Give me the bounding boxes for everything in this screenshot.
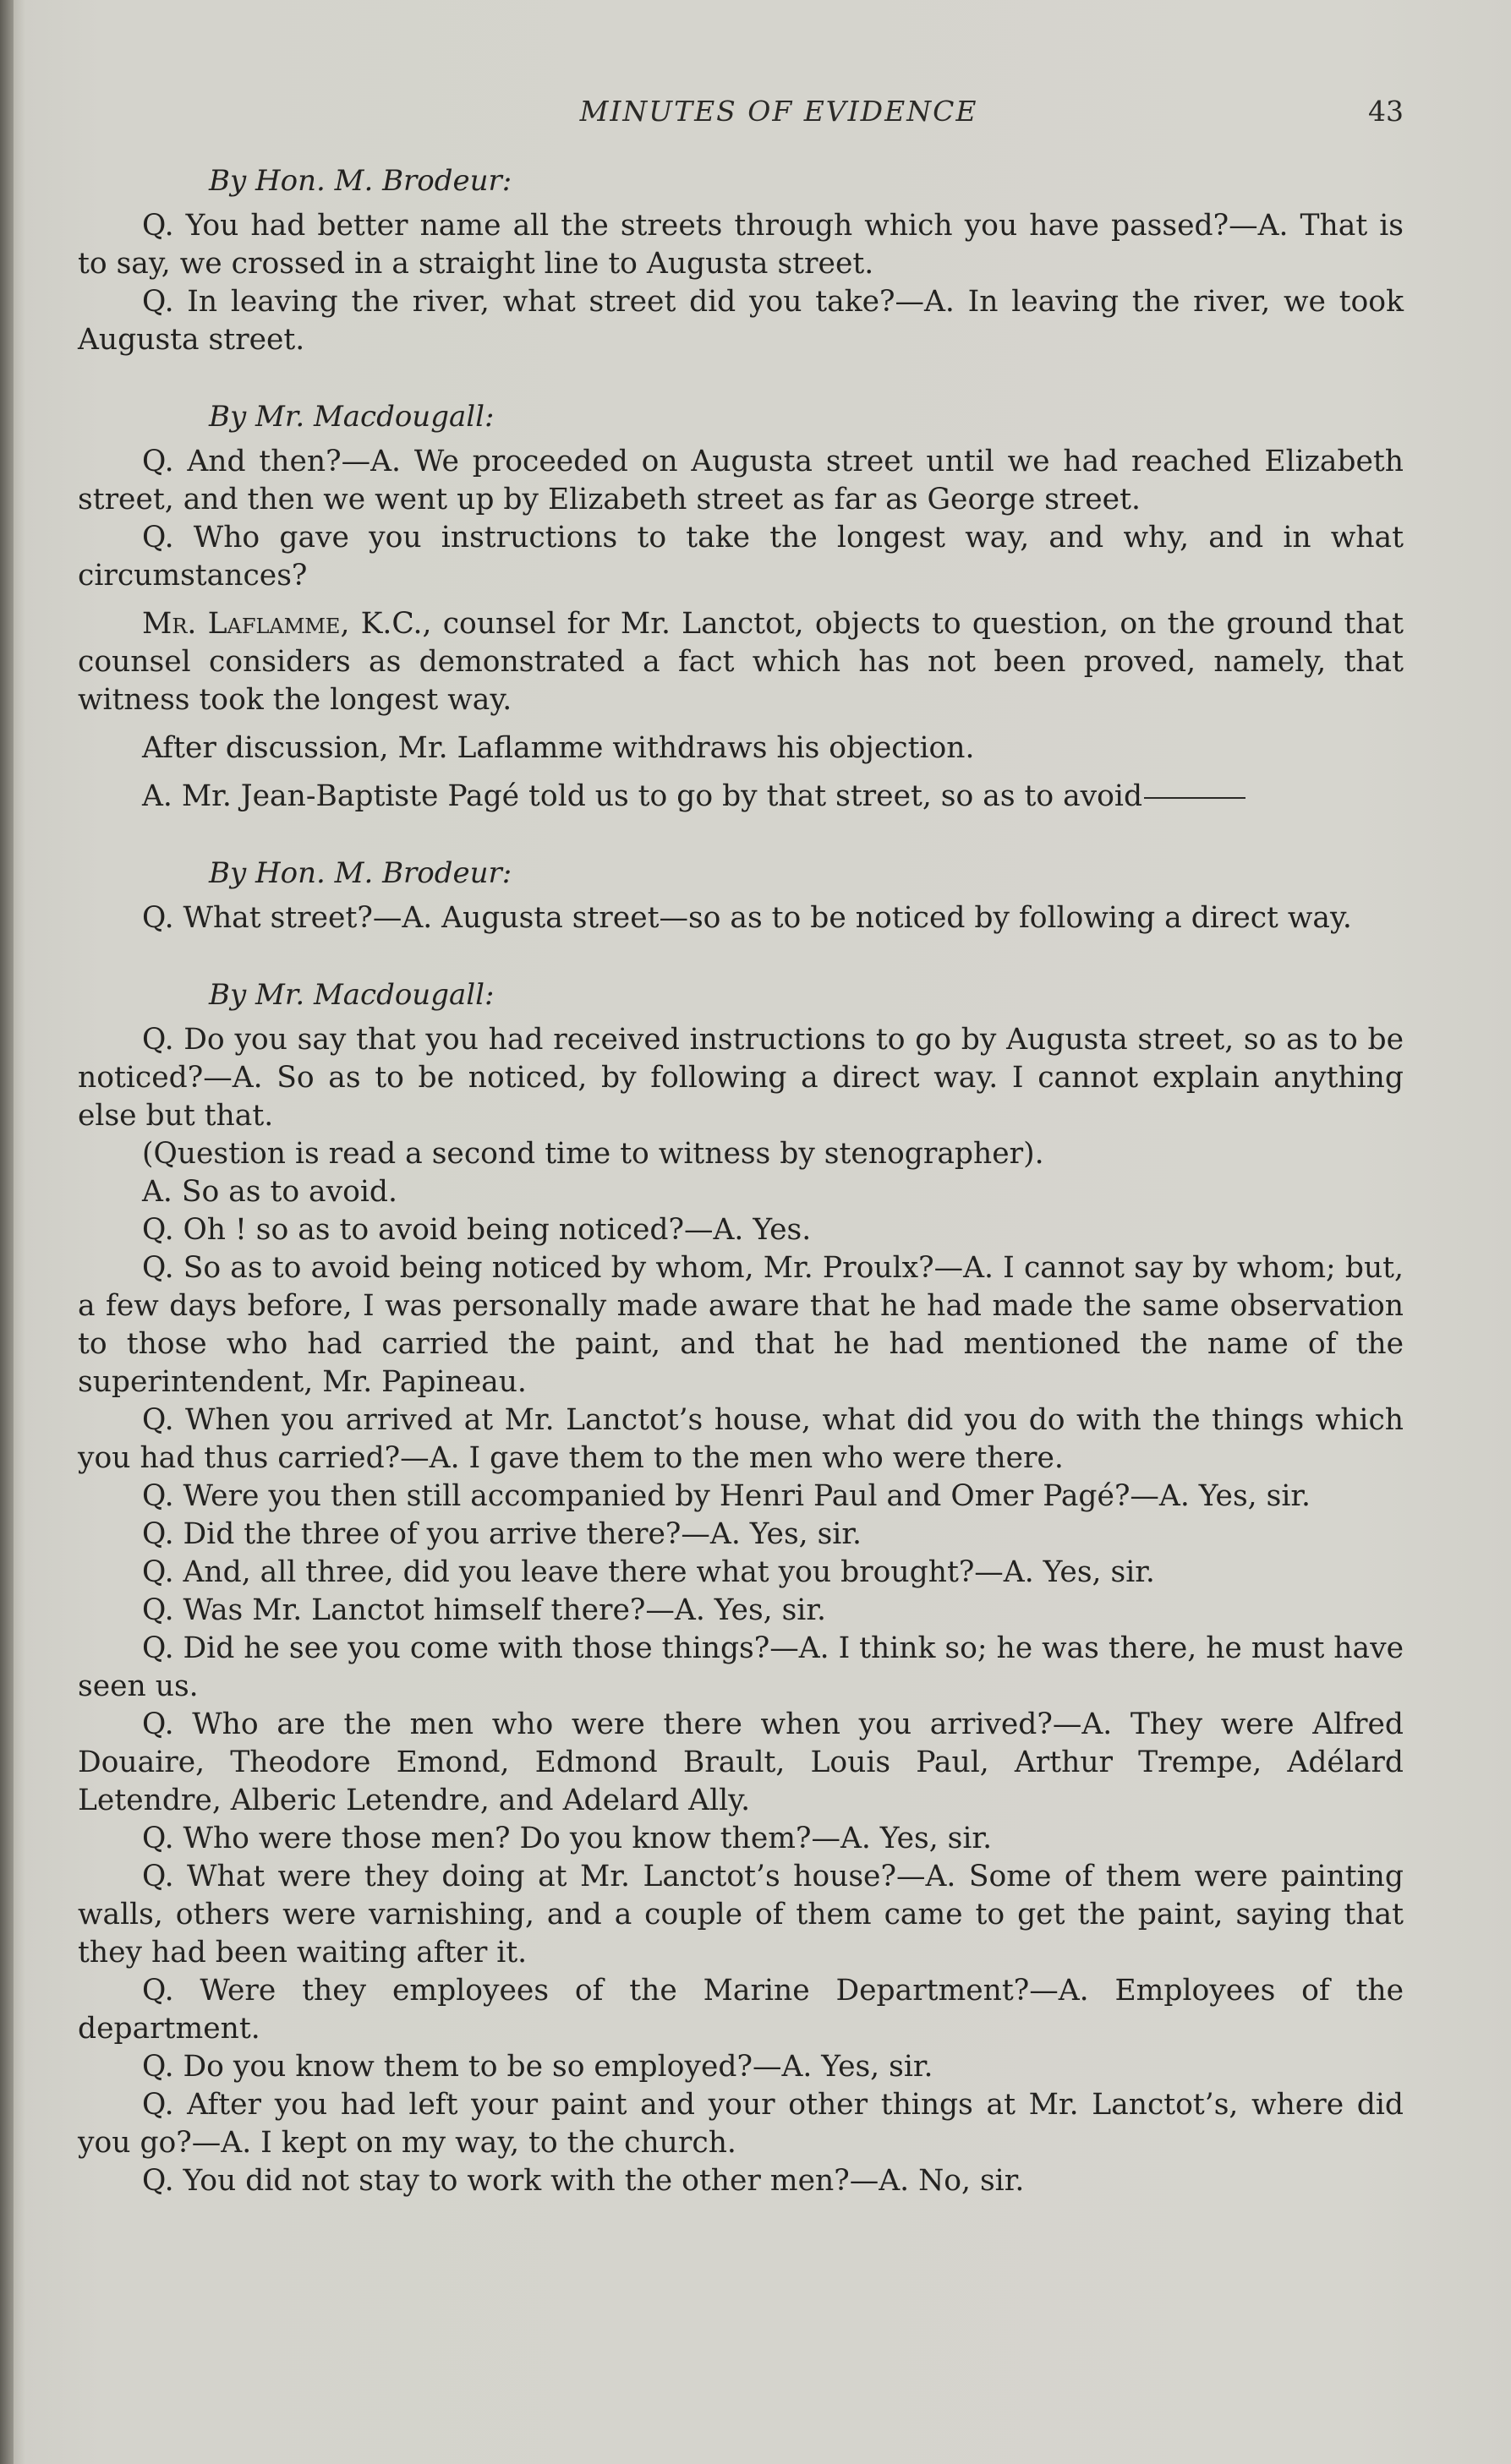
testimony-paragraph: Q. So as to avoid being noticed by whom, Mr. Proulx?—A. I cannot say by whom; but, a few days before, I was personally made aware that he had made the same observation to those who had carried the paint, and that he had mentioned the name of the superintendent, Mr. Papineau. <box>78 1251 1404 1399</box>
testimony-paragraph: Q. Do you know them to be so employed?—A. Yes, sir. <box>142 2050 933 2084</box>
testimony-paragraph: A. So as to avoid. <box>142 1175 397 1209</box>
page-number: 43 <box>1368 95 1404 128</box>
testimony-paragraph: Q. Did he see you come with those things?—A. I think so; he was there, he must have seen us. <box>78 1631 1404 1703</box>
testimony-paragraph: Q. Did the three of you arrive there?—A. Yes, sir. <box>142 1517 862 1551</box>
testimony-paragraph: Q. Do you say that you had received instructions to go by Augusta street, so as to be noticed?—A. So as to be noticed, by following a direct way. I cannot explain anything else but that. <box>78 1023 1404 1133</box>
testimony-paragraph: Q. When you arrived at Mr. Lanctot’s house, what did you do with the things which you had thus carried?—A. I gave them to the men who were there. <box>78 1403 1404 1475</box>
testimony-paragraph: Q. You had better name all the streets through which you have passed?—A. That is to say, we crossed in a straight line to Augusta street. <box>78 209 1404 281</box>
testimony-paragraph: Q. Who were those men? Do you know them?—A. Yes, sir. <box>142 1822 993 1855</box>
testimony-paragraph: Q. In leaving the river, what street did you take?—A. In leaving the river, we took Augusta street. <box>78 285 1404 357</box>
speaker-heading: By Hon. M. Brodeur: <box>209 164 512 198</box>
testimony-paragraph: Q. And then?—A. We proceeded on Augusta street until we had reached Elizabeth street, and then we went up by Elizabeth street as far as George street. <box>78 445 1404 516</box>
testimony-paragraph: Q. Was Mr. Lanctot himself there?—A. Yes, sir. <box>142 1593 826 1627</box>
testimony-paragraph: Q. And, all three, did you leave there what you brought?—A. Yes, sir. <box>142 1555 1155 1589</box>
running-header <box>78 95 1404 137</box>
speaker-heading: By Mr. Macdougall: <box>209 400 495 434</box>
page-binding-edge <box>0 0 14 2464</box>
testimony-paragraph: (Question is read a second time to witness by stenographer). <box>142 1137 1044 1171</box>
testimony-paragraph: Q. Oh ! so as to avoid being noticed?—A. Yes. <box>142 1213 812 1247</box>
testimony-paragraph: Q. Who gave you instructions to take the longest way, and why, and in what circumstances? <box>78 521 1404 593</box>
testimony-paragraph: Q. Were they employees of the Marine Department?—A. Employees of the department. <box>78 1974 1404 2046</box>
answer-paragraph: A. Mr. Jean-Baptiste Pagé told us to go by that street, so as to avoid <box>78 778 1404 816</box>
testimony-paragraph: Q. What were they doing at Mr. Lanctot’s house?—A. Some of them were painting walls, others were varnishing, and a couple of them came to get the paint, saying that they had been waiting after it. <box>78 1860 1404 1970</box>
testimony-paragraph: Q. You did not stay to work with the other men?—A. No, sir. <box>142 2164 1025 2198</box>
speaker-heading: By Mr. Macdougall: <box>209 978 495 1012</box>
interruption-dash <box>1144 797 1245 799</box>
testimony-paragraph: Q. Who are the men who were there when you arrived?—A. They were Alfred Douaire, Theodore Emond, Edmond Brault, Louis Paul, Arthur Trempe, Adélard Letendre, Alberic Letendre, and Adelard Ally. <box>78 1707 1404 1817</box>
objection-paragraph: Mr. Laflamme, K.C., counsel for Mr. Lanctot, objects to question, on the ground that counsel considers as demonstrated a fact which has not been proved, namely, that witness took the longest way. <box>78 607 1404 717</box>
speaker-heading: By Hon. M. Brodeur: <box>209 856 512 890</box>
counsel-name: Mr. Laflamme <box>142 607 341 641</box>
testimony-paragraph: Q. Were you then still accompanied by Henri Paul and Omer Pagé?—A. Yes, sir. <box>142 1479 1311 1513</box>
transcript-body <box>78 162 1404 2200</box>
note-paragraph: After discussion, Mr. Laflamme withdraws his objection. <box>142 731 975 765</box>
header-title: MINUTES OF EVIDENCE <box>579 95 978 128</box>
testimony-paragraph: Q. After you had left your paint and your other things at Mr. Lanctot’s, where did you go?—A. I kept on my way, to the church. <box>78 2088 1404 2160</box>
testimony-paragraph: Q. What street?—A. Augusta street—so as to be noticed by following a direct way. <box>142 901 1352 935</box>
